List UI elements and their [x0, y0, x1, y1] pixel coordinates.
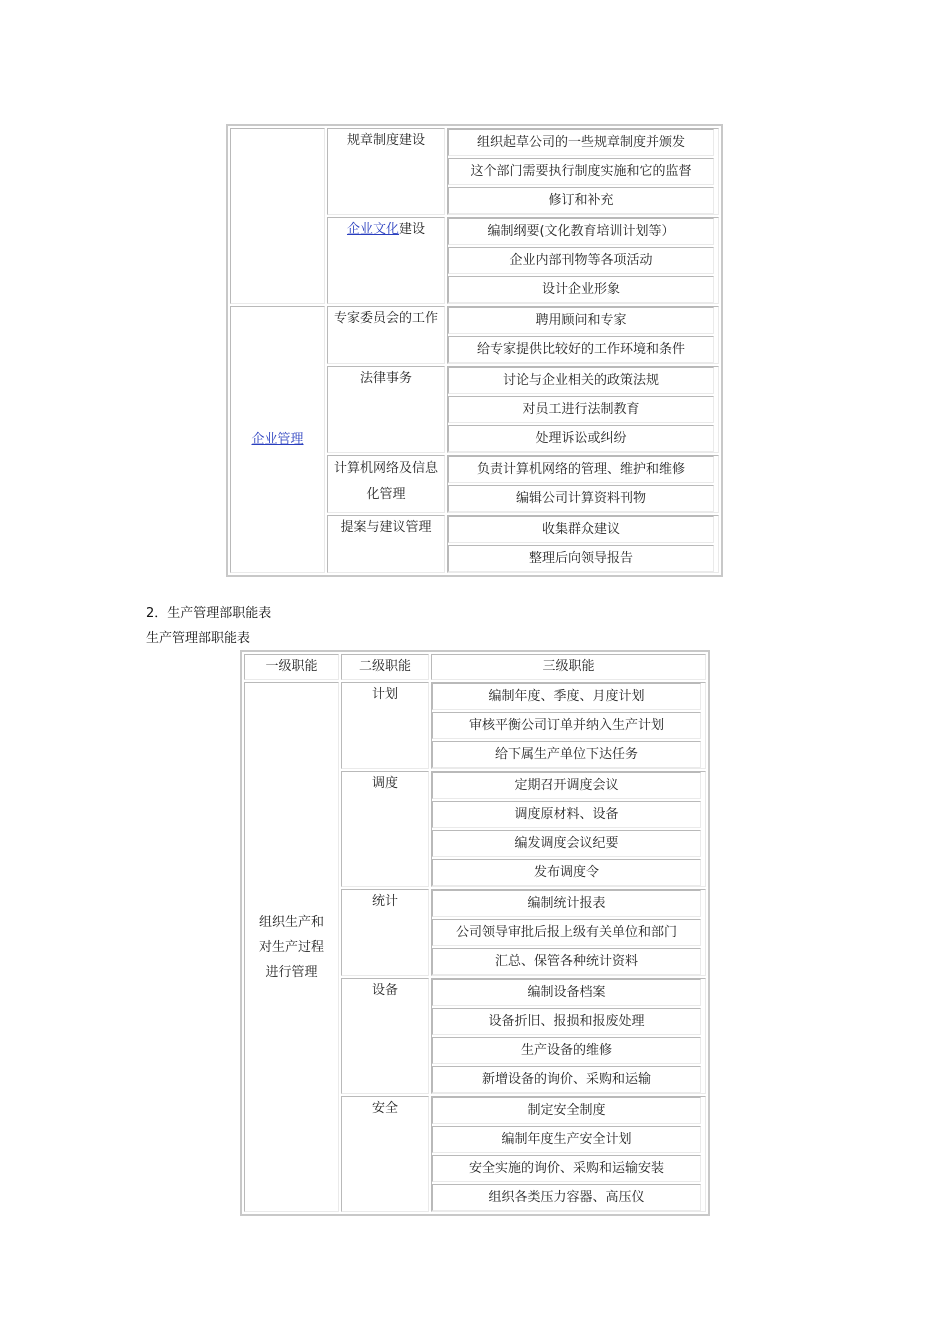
level2-label: 设备 [371, 983, 398, 998]
level3-item: 处理诉讼或纠纷 [448, 425, 714, 452]
level3-item: 公司领导审批后报上级有关单位和部门 [432, 919, 701, 946]
level1-label: 组织生产和对生产过程进行管理 [259, 914, 325, 980]
level3-group [431, 889, 706, 976]
level3-item: 组织各类压力容器、高压仪 [432, 1184, 701, 1211]
level2-cell [327, 366, 445, 453]
level3-item: 收集群众建议 [448, 516, 714, 543]
level3-item: 编制年度生产安全计划 [432, 1126, 701, 1153]
level2-label: 统计 [371, 894, 398, 909]
level3-item: 发布调度令 [432, 859, 701, 886]
production-management-table [240, 650, 710, 1216]
level2-cell [327, 128, 445, 215]
header-row [244, 654, 706, 680]
level3-item: 给专家提供比较好的工作环境和条件 [448, 336, 714, 363]
corporate-culture-link[interactable]: 企业文化 [346, 222, 399, 237]
level3-group [447, 366, 719, 453]
level2-cell [341, 682, 429, 769]
level3-item: 修订和补充 [448, 187, 714, 214]
level3-item: 汇总、保管各种统计资料 [432, 948, 701, 975]
level3-group [447, 306, 719, 364]
level2-label: 规章制度建设 [346, 133, 425, 148]
level3-group [447, 455, 719, 513]
level3-item: 这个部门需要执行制度实施和它的监督 [448, 158, 714, 185]
level3-item: 编制年度、季度、月度计划 [432, 683, 701, 710]
level3-item: 编辑公司计算资料刊物 [448, 485, 714, 512]
level2-cell [327, 306, 445, 364]
level3-group [447, 515, 719, 573]
level3-item: 调度原材料、设备 [432, 801, 701, 828]
level3-item: 编制纲要(文化教育培训计划等） [448, 218, 714, 245]
level2-label: 调度 [371, 776, 398, 791]
level3-item: 编制统计报表 [432, 890, 701, 917]
level3-group [431, 978, 706, 1094]
level3-item: 给下属生产单位下达任务 [432, 741, 701, 768]
level3-item: 讨论与企业相关的政策法规 [448, 367, 714, 394]
level3-item: 定期召开调度会议 [432, 772, 701, 799]
level3-group [431, 1096, 706, 1212]
level2-cell [341, 771, 429, 887]
header-level3: 三级职能 [431, 654, 706, 680]
level3-item: 企业内部刊物等各项活动 [448, 247, 714, 274]
header-level2: 二级职能 [341, 654, 429, 680]
level3-item: 聘用顾问和专家 [448, 307, 714, 334]
level3-item: 设备折旧、报损和报废处理 [432, 1008, 701, 1035]
level2-label: 提案与建议管理 [340, 520, 432, 535]
level3-group [431, 682, 706, 769]
level2-label: 安全 [371, 1101, 398, 1116]
level3-item: 编发调度会议纪要 [432, 830, 701, 857]
level2-cell [327, 455, 445, 513]
level2-cell [327, 515, 445, 573]
level2-cell [341, 978, 429, 1094]
level2-cell [341, 1096, 429, 1212]
level3-group [447, 217, 719, 304]
level2-label: 专家委员会的工作 [333, 311, 438, 326]
level3-item: 安全实施的询价、采购和运输安装 [432, 1155, 701, 1182]
level1-cell [244, 682, 339, 1212]
level2-label: 法律事务 [359, 371, 412, 386]
level2-cell [327, 217, 445, 304]
level3-group [431, 771, 706, 887]
level2-label: 建设 [399, 222, 426, 237]
table-caption: 生产管理部职能表 [146, 631, 251, 646]
level3-group [447, 128, 719, 215]
section-heading: 2．生产管理部职能表 [146, 606, 272, 621]
level3-item: 设计企业形象 [448, 276, 714, 303]
level2-label: 计划 [371, 687, 398, 702]
header-level1: 一级职能 [244, 654, 339, 680]
level2-cell [341, 889, 429, 976]
level3-item: 制定安全制度 [432, 1097, 701, 1124]
level3-item: 组织起草公司的一些规章制度并颁发 [448, 129, 714, 156]
level1-cell [230, 128, 325, 304]
level3-item: 对员工进行法制教育 [448, 396, 714, 423]
level3-item: 负责计算机网络的管理、维护和维修 [448, 456, 714, 483]
enterprise-management-link[interactable]: 企业管理 [251, 431, 304, 447]
level3-item: 生产设备的维修 [432, 1037, 701, 1064]
level3-item: 编制设备档案 [432, 979, 701, 1006]
enterprise-management-table [226, 124, 723, 577]
level1-cell [230, 306, 325, 573]
level3-item: 审核平衡公司订单并纳入生产计划 [432, 712, 701, 739]
level3-item: 整理后向领导报告 [448, 545, 714, 572]
level2-label: 计算机网络及信息化管理 [333, 461, 438, 502]
level3-item: 新增设备的询价、采购和运输 [432, 1066, 701, 1093]
